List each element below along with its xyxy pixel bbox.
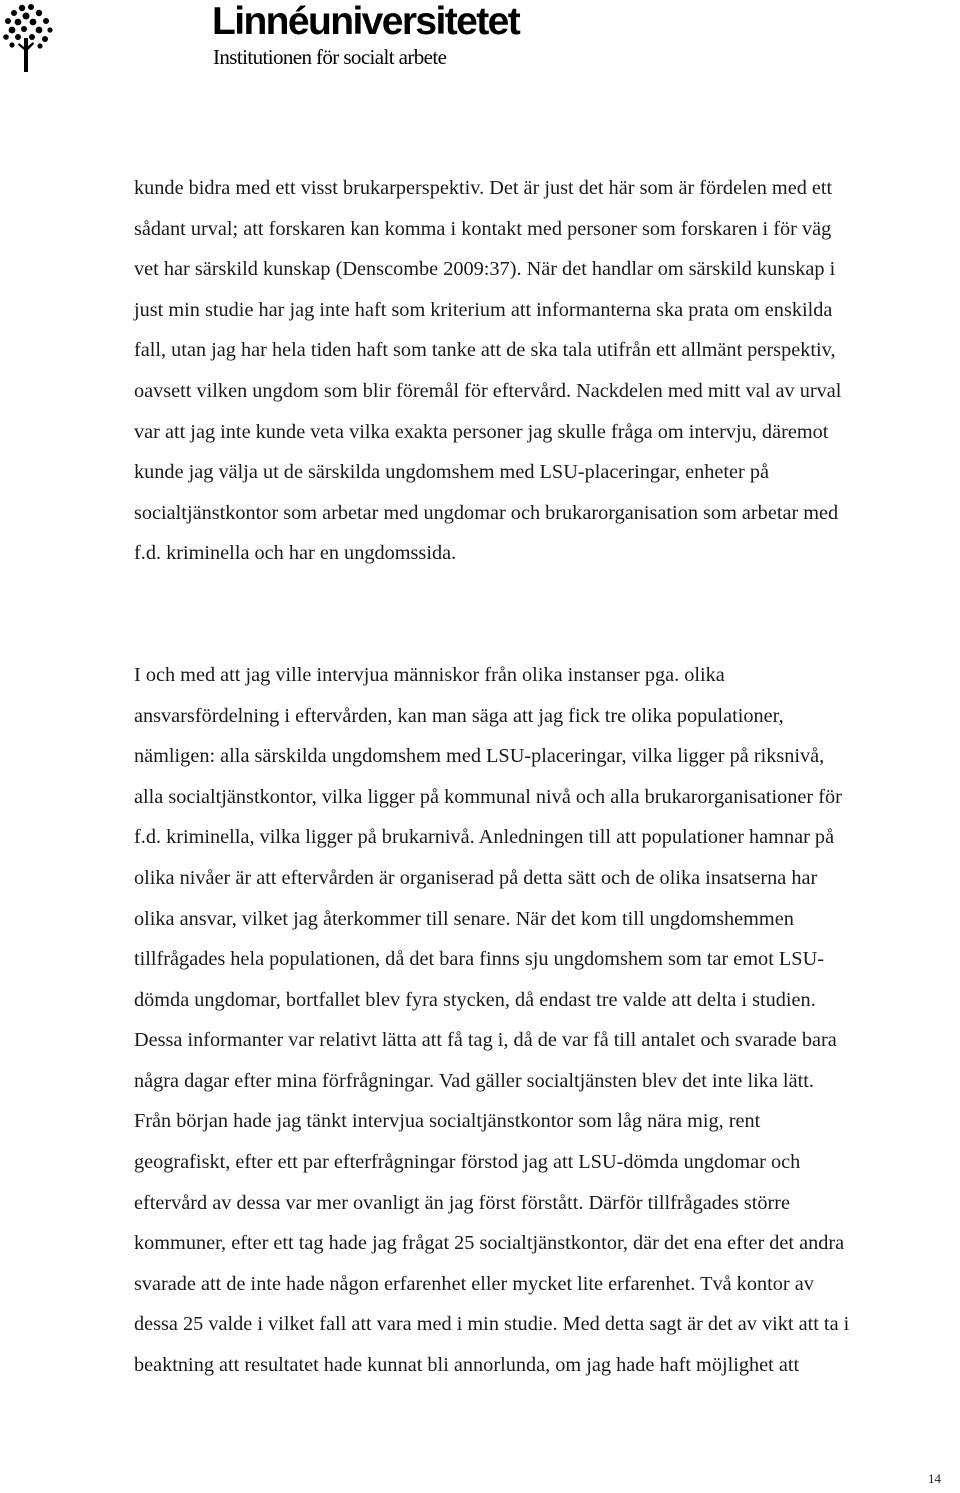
university-name: Linnéuniversitetet — [212, 0, 520, 43]
body-text — [134, 168, 960, 1386]
text-line: några dagar efter mina förfrågningar. Vad gäller socialtjänsten blev det inte lika lätt. — [134, 1069, 814, 1092]
text-line: I och med att jag ville intervjua människor från olika instanser pga. olika — [134, 663, 725, 686]
text-line: Från början hade jag tänkt intervjua socialtjänstkontor som låg nära mig, rent — [134, 1110, 761, 1133]
text-line: f.d. kriminella och har en ungdomssida. — [134, 542, 457, 565]
text-line: dömda ungdomar, bortfallet blev fyra stycken, då endast tre valde att delta i studien. — [134, 988, 816, 1011]
text-line: sådant urval; att forskaren kan komma i kontakt med personer som forskaren i för väg — [134, 217, 832, 240]
tree-icon — [2, 2, 54, 72]
text-line: beaktning att resultatet hade kunnat bli annorlunda, om jag hade haft möjlighet att — [134, 1354, 800, 1377]
text-line: geografiskt, efter ett par efterfrågningar förstod jag att LSU-dömda ungdomar och — [134, 1151, 801, 1174]
text-line: fall, utan jag har hela tiden haft som tanke att de ska tala utifrån ett allmänt perspektiv, — [134, 339, 836, 362]
page-header — [0, 0, 640, 80]
text-line: olika nivåer är att eftervården är organiserad på detta sätt och de olika insatserna har — [134, 866, 818, 889]
text-line: kunde bidra med ett visst brukarperspektiv. Det är just det här som är fördelen med ett — [134, 177, 833, 199]
text-line: eftervård av dessa var mer ovanligt än jag först förstått. Därför tillfrågades större — [134, 1191, 791, 1214]
paragraph-1 — [134, 168, 960, 574]
text-line: kommuner, efter ett tag hade jag frågat 25 socialtjänstkontor, där det ena efter det andra — [134, 1232, 845, 1255]
text-line: vet har särskild kunskap (Denscombe 2009:37). När det handlar om särskild kunskap i — [134, 258, 836, 281]
text-line: just min studie har jag inte haft som kriterium att informanterna ska prata om enskilda — [134, 298, 833, 321]
page-number: 14 — [928, 1471, 941, 1486]
text-line: socialtjänstkontor som arbetar med ungdomar och brukarorganisation som arbetar med — [134, 501, 839, 524]
text-line: ansvarsfördelning i eftervården, kan man säga att jag fick tre olika populationer, — [134, 704, 784, 727]
text-line: dessa 25 valde i vilket fall att vara med i min studie. Med detta sagt är det av vikt att ta i — [134, 1313, 850, 1336]
text-line: svarade att de inte hade någon erfarenhet eller mycket lite erfarenhet. Två kontor av — [134, 1272, 814, 1295]
text-line: alla socialtjänstkontor, vilka ligger på kommunal nivå och alla brukarorganisationer för — [134, 785, 842, 808]
text-line: f.d. kriminella, vilka ligger på brukarnivå. Anledningen till att populationer hamnar på — [134, 826, 835, 849]
text-line: kunde jag välja ut de särskilda ungdomshem med LSU-placeringar, enheter på — [134, 461, 770, 484]
text-line: Dessa informanter var relativt lätta att få tag i, då de var få till antalet och svarade bara — [134, 1029, 837, 1052]
text-line: olika ansvar, vilket jag återkommer till senare. När det kom till ungdomshemmen — [134, 907, 794, 930]
department-name: Institutionen för socialt arbete — [213, 45, 447, 69]
text-line: oavsett vilken ungdom som blir föremål för eftervård. Nackdelen med mitt val av urval — [134, 379, 842, 402]
text-line: tillfrågades hela populationen, då det bara finns sju ungdomshem som tar emot LSU- — [134, 948, 824, 971]
text-line: nämligen: alla särskilda ungdomshem med LSU-placeringar, vilka ligger på riksnivå, — [134, 745, 825, 768]
paragraph-2 — [134, 655, 960, 1386]
text-line: var att jag inte kunde veta vilka exakta personer jag skulle fråga om intervju, däremot — [134, 420, 829, 443]
